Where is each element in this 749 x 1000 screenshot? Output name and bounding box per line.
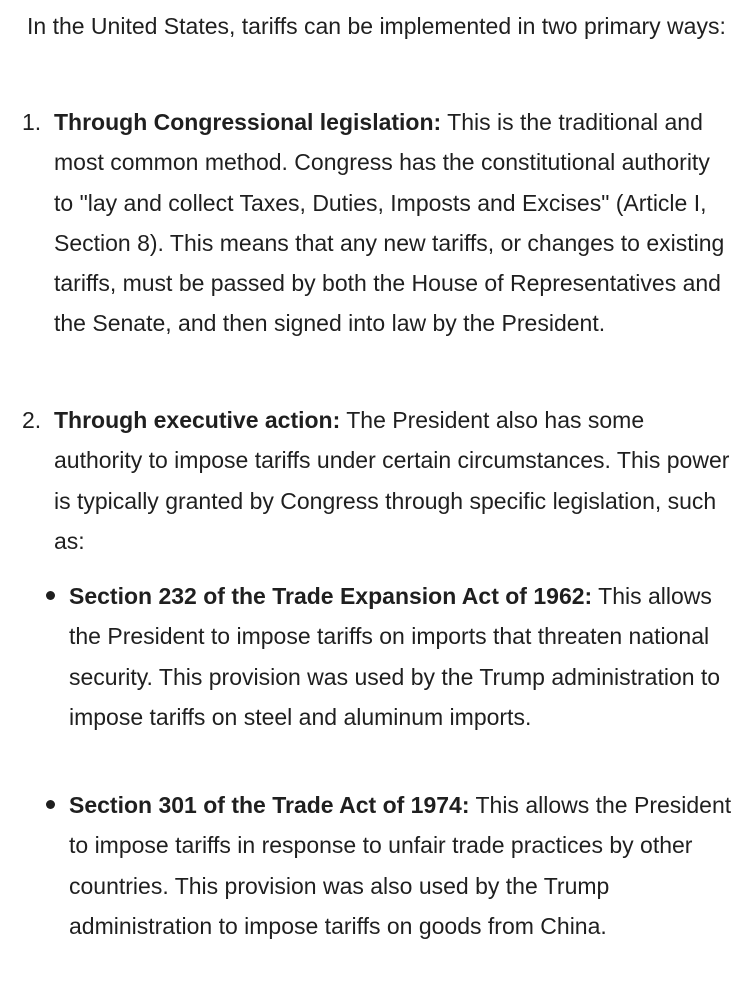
bullet-item-heading: Section 232 of the Trade Expansion Act of 1962: xyxy=(69,583,593,609)
bullet-item-body: This allows the President to impose tariffs in response to unfair trade practices by other countries. This provision was also used by the Trump administration to impose tariffs on goods from China. xyxy=(69,792,732,939)
bullet-icon xyxy=(46,800,55,809)
intro-paragraph: In the United States, tariffs can be implemented in two primary ways: xyxy=(27,13,726,39)
bullet-item-body: This allows the President to impose tariffs on imports that threaten national security. This provision was used by the Trump administration to impose tariffs on steel and aluminum imports. xyxy=(69,583,721,730)
bullet-item-heading: Section 301 of the Trade Act of 1974: xyxy=(69,792,470,818)
list-number: 1. xyxy=(22,109,42,135)
list-item-heading: Through Congressional legislation: xyxy=(54,109,442,135)
list-number: 2. xyxy=(22,407,42,433)
list-item-body: The President also has some authority to impose tariffs under certain circumstances. This power is typically granted by Congress through specific legislation, such as: xyxy=(54,407,730,554)
list-item-heading: Through executive action: xyxy=(54,407,341,433)
list-item-body: This is the traditional and most common method. Congress has the constitutional authority to "lay and collect Taxes, Duties, Imposts and Excises" (Article I, Section 8). This means that any new tariffs, or changes to existing tariffs, must be passed by both the House of Representatives and the Senate, and then signed into law by the President. xyxy=(54,109,725,337)
bullet-item-text xyxy=(69,785,739,946)
bullet-item-text xyxy=(69,576,739,737)
bullet-icon xyxy=(46,591,55,600)
list-item-text xyxy=(54,400,734,561)
list-item-text xyxy=(54,102,734,344)
